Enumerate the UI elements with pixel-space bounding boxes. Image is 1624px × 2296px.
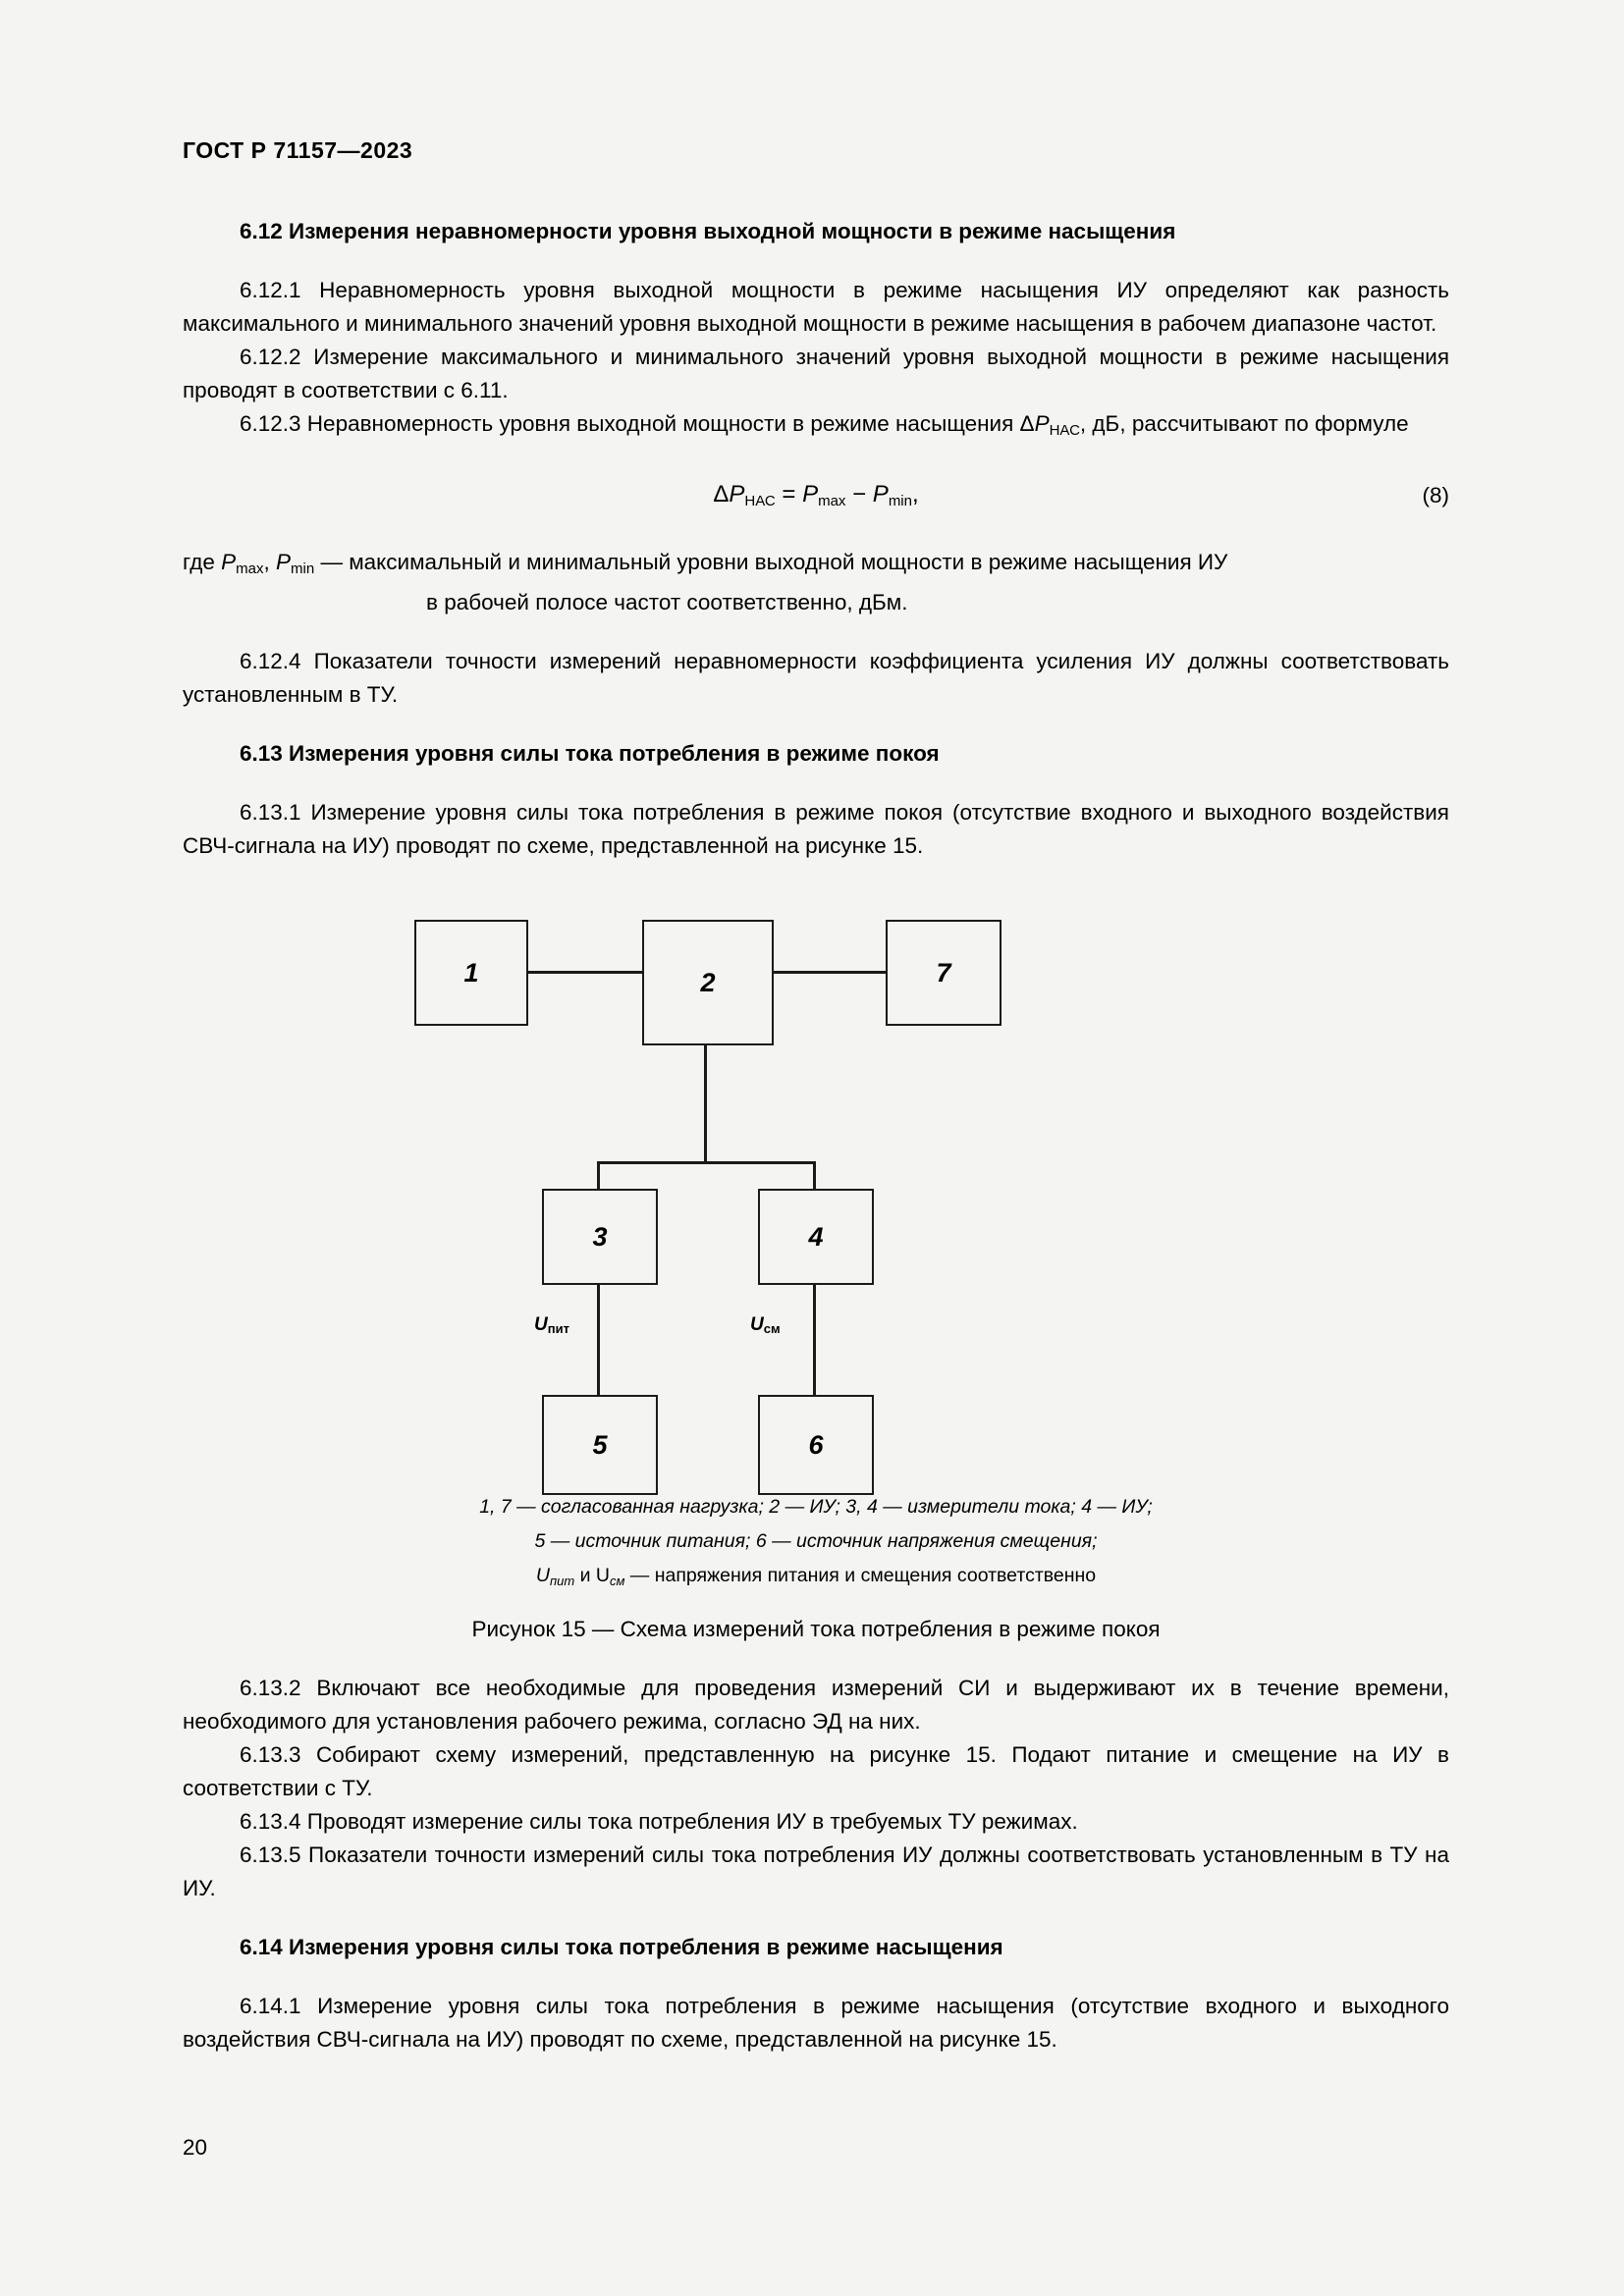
- section-heading-6-13: 6.13 Измерения уровня силы тока потребления в режиме покоя: [240, 741, 940, 766]
- formula-8-number: (8): [1422, 483, 1449, 507]
- formula-where-line1: где $P_{max}$, $P_{min}$ — максимальный и минимальный уровни выходной мощности в режиме насыщения ИУ: [183, 550, 1228, 577]
- figure-caption-line-2: 5 — источник питания; 6 — источник напряжения смещения;: [534, 1530, 1098, 1552]
- figure-block-3-label: 3: [592, 1221, 608, 1252]
- figure-block-6-label: 6: [808, 1429, 824, 1460]
- paragraph-6-12-3-pre: 6.12.3 Неравномерность уровня выходной мощности в режиме насыщения: [240, 411, 1020, 436]
- label-u-pit: Uпит: [534, 1314, 569, 1336]
- line-bus-horizontal: [597, 1161, 815, 1164]
- line-1-to-2: [524, 971, 642, 974]
- figure-block-5-label: 5: [592, 1429, 608, 1460]
- paragraph-6-12-4: 6.12.4 Показатели точности измерений неравномерности коэффициента усиления ИУ должны соответствовать установленным в ТУ.: [183, 649, 1449, 707]
- figure-15: [183, 898, 1449, 1487]
- figure-block-7: [886, 920, 1001, 1026]
- figure-block-1: [414, 920, 528, 1026]
- figure-block-2-label: 2: [700, 967, 716, 997]
- figure-block-6: [758, 1395, 874, 1495]
- formula-8-row: [183, 481, 1449, 516]
- figure-block-1-label: 1: [463, 957, 479, 988]
- paragraph-6-13-4: 6.13.4 Проводят измерение силы тока потребления ИУ в требуемых ТУ режимах.: [240, 1809, 1078, 1834]
- running-header: ГОСТ Р 71157—2023: [183, 137, 413, 163]
- paragraph-6-12-2: 6.12.2 Измерение максимального и минимального значений уровня выходной мощности в режиме насыщения проводят в соответствии с 6.11.: [183, 345, 1449, 402]
- page-number: 20: [183, 2135, 208, 2160]
- figure-block-3: [542, 1189, 658, 1285]
- figure-caption-line-3: $U_{пит}$ и $U_{см}$ — напряжения питания и смещения соответственно: [535, 1565, 1097, 1588]
- label-u-sm: Uсм: [750, 1314, 781, 1336]
- paragraph-6-14-1: 6.14.1 Измерение уровня силы тока потребления в режиме насыщения (отсутствие входного и выходного воздействия СВЧ-сигнала на ИУ) проводят по схеме, представленной на рисунке 15.: [183, 1994, 1449, 2052]
- formula-where-line2: в рабочей полосе частот соответственно, дБм.: [426, 590, 908, 614]
- line-bus-to-4: [813, 1161, 816, 1191]
- paragraph-6-13-1: 6.13.1 Измерение уровня силы тока потребления в режиме покоя (отсутствие входного и выходного воздействия СВЧ-сигнала на ИУ) проводят по схеме, представленной на рисунке 15.: [183, 800, 1449, 858]
- where-text: — максимальный и минимальный уровни выходной мощности в режиме насыщения ИУ: [320, 550, 1228, 574]
- figure-15-title: Рисунок 15 — Схема измерений тока потребления в режиме покоя: [471, 1617, 1161, 1641]
- paragraph-6-13-2: 6.13.2 Включают все необходимые для проведения измерений СИ и выдерживают их в течение времени, необходимого для установления рабочего режима, согласно ЭД на них.: [183, 1676, 1449, 1734]
- figure-caption-line-1: 1, 7 — согласованная нагрузка; 2 — ИУ; 3, 4 — измерители тока; 4 — ИУ;: [479, 1496, 1153, 1518]
- section-heading-6-14: 6.14 Измерения уровня силы тока потребления в режиме насыщения: [240, 1935, 1003, 1959]
- line-bus-to-3: [597, 1161, 600, 1191]
- figure-block-4-label: 4: [808, 1221, 824, 1252]
- figure-block-7-label: 7: [936, 957, 951, 988]
- paragraph-6-13-5: 6.13.5 Показатели точности измерений силы тока потребления ИУ должны соответствовать установленным в ТУ на ИУ.: [183, 1842, 1449, 1900]
- where-label: где: [183, 550, 215, 574]
- line-2-to-7: [770, 971, 886, 974]
- figure-block-4: [758, 1189, 874, 1285]
- formula-8: $\Delta P_{НАС} = P_{max} - P_{min}$,: [713, 481, 919, 509]
- line-2-down: [704, 1041, 707, 1163]
- line-3-to-5: [597, 1281, 600, 1395]
- line-4-to-6: [813, 1281, 816, 1395]
- paragraph-6-12-3-post: , дБ, рассчитывают по формуле: [1079, 411, 1409, 436]
- page-content: [183, 137, 1449, 2056]
- figure-block-5: [542, 1395, 658, 1495]
- paragraph-6-12-3: 6.12.3 Неравномерность уровня выходной мощности в режиме насыщения $\Delta P_{НАС}$, дБ, рассчитывают по формуле: [240, 411, 1409, 439]
- figure-block-2: [642, 920, 774, 1045]
- section-heading-6-12: 6.12 Измерения неравномерности уровня выходной мощности в режиме насыщения: [240, 219, 1176, 243]
- paragraph-6-12-1: 6.12.1 Неравномерность уровня выходной мощности в режиме насыщения ИУ определяют как разность максимального и минимального значений уровня выходной мощности в режиме насыщения в рабочем диапазоне частот.: [183, 278, 1449, 336]
- paragraph-6-13-3: 6.13.3 Собирают схему измерений, представленную на рисунке 15. Подают питание и смещение на ИУ в соответствии с ТУ.: [183, 1742, 1449, 1800]
